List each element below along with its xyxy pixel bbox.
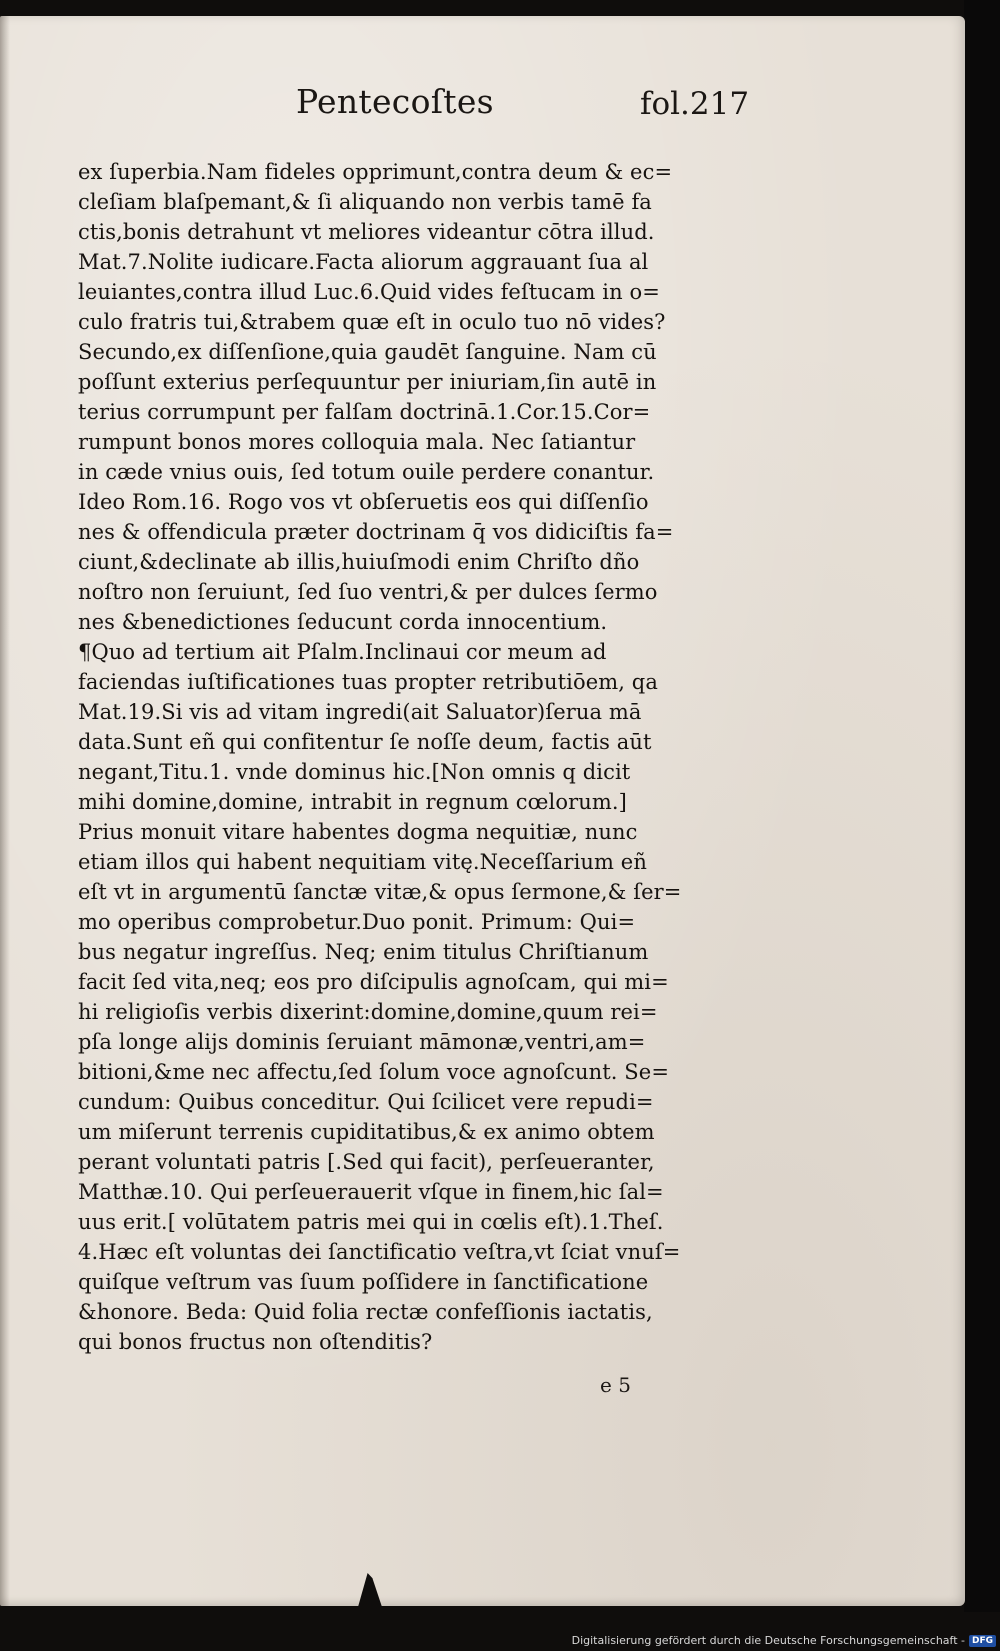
text-line: bitioni,&me nec affectu,ſed ſolum voce agnoſcunt. Se= [78, 1060, 670, 1084]
digitization-credit [572, 1634, 996, 1647]
text-line: terius corrumpunt per falſam doctrinā.1.Cor.15.Cor= [78, 400, 651, 424]
text-line: etiam illos qui habent nequitiam vitę.Neceſſarium eñ [78, 850, 647, 874]
text-line: eſt vt in argumentū ſanctæ vitæ,& opus ſermone,& ſer= [78, 880, 682, 904]
text-line: uus erit.[ volūtatem patris mei qui in cœlis eſt).1.Theſ. [78, 1210, 664, 1234]
text-line: nes & offendicula præter doctrinam q̄ vos didiciſtis fa= [78, 520, 674, 544]
text-line: Matthæ.10. Qui perſeuerauerit vſque in finem,hic ſal= [78, 1180, 664, 1204]
folio-number: fol.217 [640, 86, 750, 122]
text-line: &honore. Beda: Quid folia rectæ confeſſionis iactatis, [78, 1300, 653, 1324]
text-line: Secundo,ex diſſenſione,quia gaudēt ſanguine. Nam cū [78, 340, 657, 364]
text-line: faciendas iuſtificationes tuas propter retributiōem, qa [78, 670, 658, 694]
body-text-block [78, 157, 748, 1357]
text-line: perant voluntati patris [.Sed qui facit), perſeueranter, [78, 1150, 655, 1174]
text-line: Ideo Rom.16. Rogo vos vt obſeruetis eos qui diſſenſio [78, 490, 649, 514]
text-line: mihi domine,domine, intrabit in regnum cœlorum.] [78, 790, 627, 814]
text-line: ctis,bonis detrahunt vt meliores videantur cōtra illud. [78, 220, 655, 244]
text-line: negant,Titu.1. vnde dominus hic.[Non omnis q dicit [78, 760, 631, 784]
text-line: pſa longe alijs dominis ſeruiant māmonæ,ventri,am= [78, 1030, 646, 1054]
text-line: cleſiam blaſpemant,& ſi aliquando non verbis tamē fa [78, 190, 652, 214]
text-line: mo operibus comprobetur.Duo ponit. Primum: Qui= [78, 910, 636, 934]
text-line: hi religioſis verbis dixerint:domine,domine,quum rei= [78, 1000, 658, 1024]
text-line: nes &benedictiones ſeducunt corda innocentium. [78, 610, 608, 634]
text-line: bus negatur ingreſſus. Neq; enim titulus Chriſtianum [78, 940, 649, 964]
credit-text: Digitalisierung gefördert durch die Deutsche Forschungsgemeinschaft - [571, 1634, 965, 1647]
text-line: ciunt,&declinate ab illis,huiuſmodi enim Chriſto dño [78, 550, 640, 574]
text-line: rumpunt bonos mores colloquia mala. Nec ſatiantur [78, 430, 636, 454]
text-line: data.Sunt eñ qui confitentur ſe noſſe deum, factis aūt [78, 730, 652, 754]
text-line: cundum: Quibus conceditur. Qui ſcilicet vere repudi= [78, 1090, 654, 1114]
text-line: Mat.19.Si vis ad vitam ingredi(ait Saluator)ſerua mā [78, 700, 642, 724]
text-line: culo fratris tui,&trabem quæ eſt in oculo tuo nō vides? [78, 310, 666, 334]
text-line: poſſunt exterius perſequuntur per iniuriam,ſin autē in [78, 370, 657, 394]
text-line: 4.Hæc eſt voluntas dei ſanctificatio veſtra,vt ſciat vnuſ= [78, 1240, 681, 1264]
text-line: noſtro non ſeruiunt, ſed ſuo ventri,& per dulces ſermo [78, 580, 658, 604]
text-line: Prius monuit vitare habentes dogma nequitiæ, nunc [78, 820, 638, 844]
signature-mark: e 5 [600, 1373, 631, 1397]
text-line: quiſque veſtrum vas ſuum poſſidere in ſanctificatione [78, 1270, 649, 1294]
text-line: ex ſuperbia.Nam fideles opprimunt,contra deum & ec= [78, 160, 673, 184]
text-line: qui bonos fructus non oſtenditis? [78, 1330, 433, 1354]
text-line: in cæde vnius ouis, ſed totum ouile perdere conantur. [78, 460, 655, 484]
spine-shadow [0, 16, 10, 1606]
text-line: leuiantes,contra illud Luc.6.Quid vides feſtucam in o= [78, 280, 660, 304]
text-line: facit ſed vita,neq; eos pro diſcipulis agnoſcam, qui mi= [78, 970, 669, 994]
text-line: Mat.7.Nolite iudicare.Facta aliorum aggrauant ſua al [78, 250, 649, 274]
text-line: um miſerunt terrenis cupiditatibus,& ex animo obtem [78, 1120, 655, 1144]
dfg-logo: DFG [969, 1635, 996, 1647]
text-line: ¶Quo ad tertium ait Pſalm.Inclinaui cor meum ad [78, 640, 607, 664]
book-edge-shadow [964, 0, 1000, 1612]
running-head: Pentecoſtes [296, 82, 494, 121]
